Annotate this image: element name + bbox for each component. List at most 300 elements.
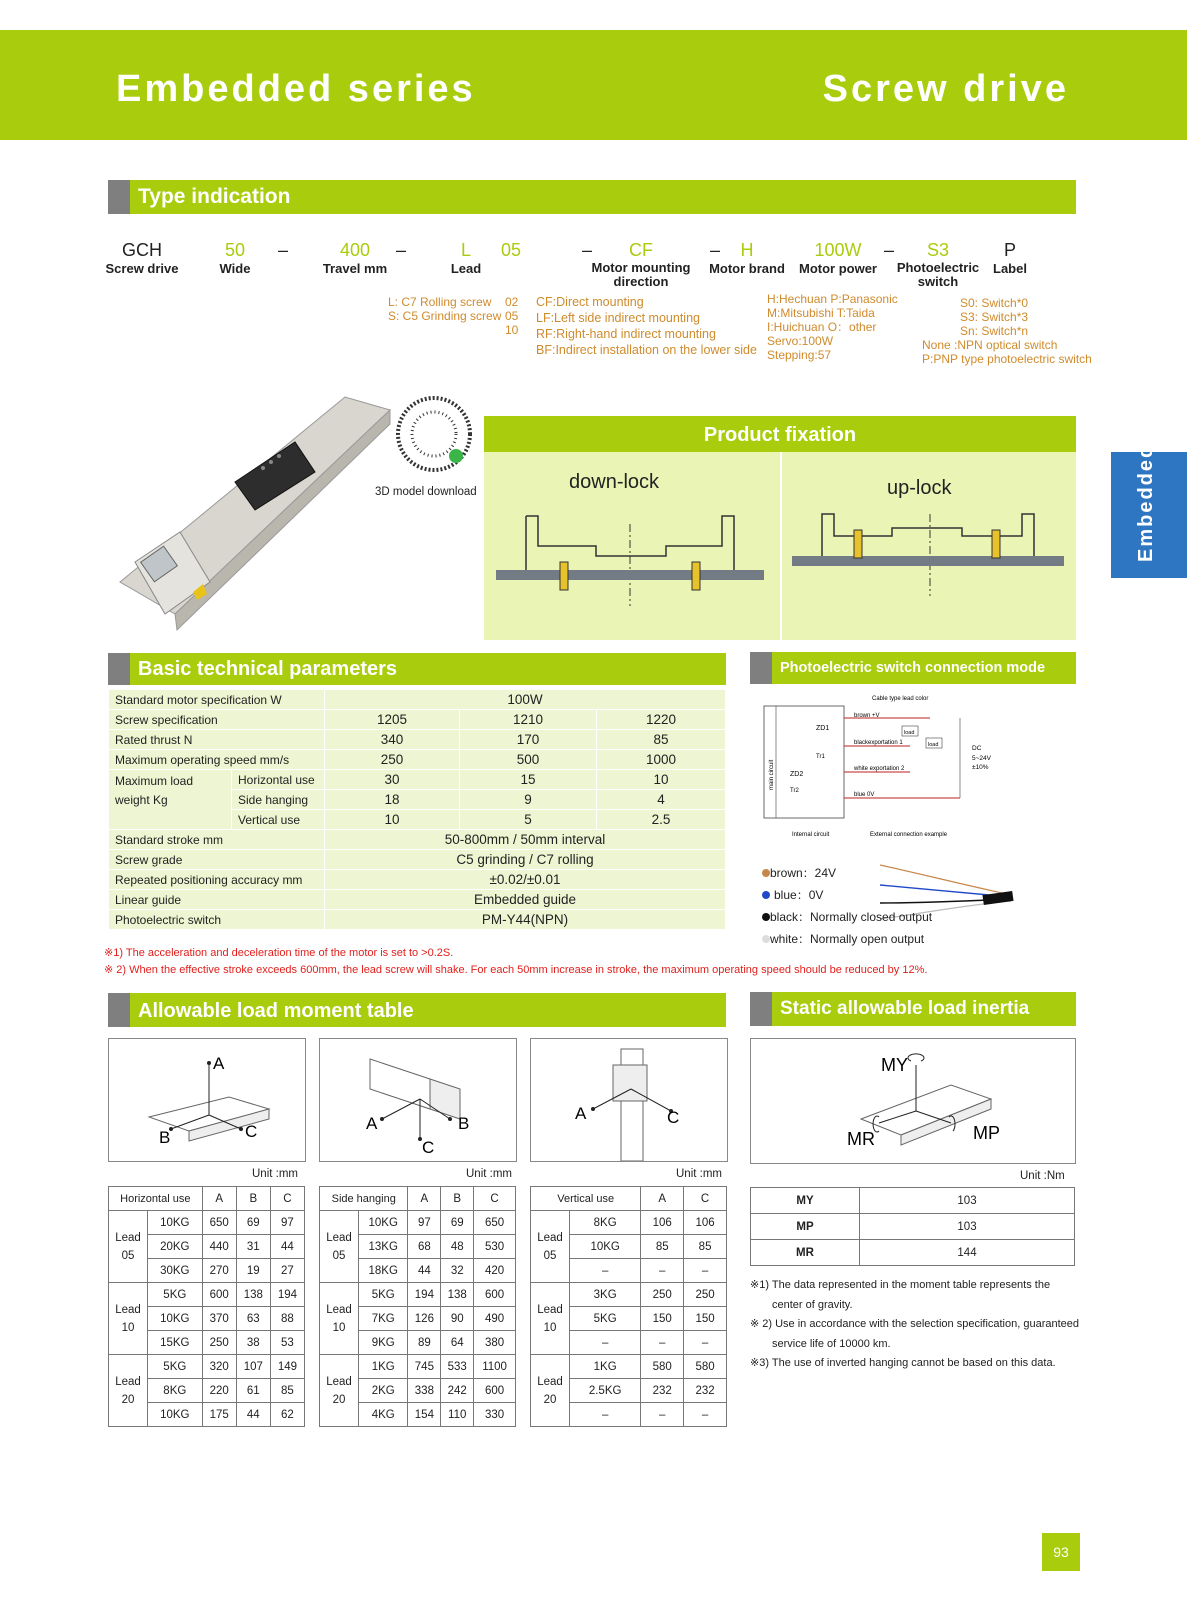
moment-cell: 69 — [441, 1211, 474, 1235]
moment-cell: 138 — [441, 1283, 474, 1307]
section-title: Basic technical parameters — [138, 658, 398, 680]
label-line: Maximum load — [115, 774, 194, 788]
moment-cell: 232 — [641, 1379, 684, 1403]
circuit-diagram — [760, 690, 1010, 840]
moment-cell: 138 — [236, 1283, 270, 1307]
note: Stepping:57 — [767, 348, 832, 362]
note: ※ 2) Use in accordance with the selection specification, guaranteed — [750, 1318, 1080, 1330]
moment-cell: 19 — [236, 1259, 270, 1283]
dash-3: – — [582, 240, 593, 260]
code-value: L — [460, 240, 471, 260]
axis-mp-label: MP — [973, 1123, 1000, 1143]
code-value: H — [740, 240, 754, 260]
column-header: B — [441, 1187, 474, 1211]
moment-cell: – — [570, 1259, 641, 1283]
param-value: 15 — [460, 770, 597, 790]
moment-cell: 2.5KG — [570, 1379, 641, 1403]
inertia-notes — [750, 1276, 1110, 1374]
moment-cell: 150 — [641, 1307, 684, 1331]
param-value: 10 — [325, 810, 460, 830]
code-wide — [205, 240, 265, 276]
moment-cell: 90 — [441, 1307, 474, 1331]
label-external: External connection example — [870, 832, 948, 838]
inertia-axis: MR — [751, 1240, 860, 1266]
moment-cell: 10KG — [148, 1307, 203, 1331]
dot-icon — [762, 869, 770, 877]
table-row — [109, 870, 726, 890]
code-brand — [706, 240, 788, 276]
moment-cell: 85 — [270, 1379, 304, 1403]
code-label — [988, 240, 1032, 276]
inertia-value: 103 — [860, 1188, 1075, 1214]
moment-cell: 38 — [236, 1331, 270, 1355]
code-value: S3 — [926, 240, 950, 260]
side-hanging-table — [319, 1186, 516, 1427]
table-row — [109, 1211, 305, 1235]
series-title: Embedded series — [116, 68, 476, 110]
wire-label: black：Normally closed output — [770, 910, 933, 924]
axis-c-label: C — [245, 1122, 258, 1141]
moment-cell: 15KG — [148, 1331, 203, 1355]
label-internal: Internal circuit — [792, 832, 830, 838]
moment-cell: 31 — [236, 1235, 270, 1259]
param-value: 1205 — [325, 710, 460, 730]
label-cable: Cable type lead color — [872, 696, 929, 702]
lead-cell: Lead 05 — [109, 1211, 148, 1283]
moment-cell: 8KG — [570, 1211, 641, 1235]
moment-cell: 150 — [684, 1307, 727, 1331]
wire-label: brown：24V — [770, 866, 837, 880]
moment-cell: 10KG — [570, 1235, 641, 1259]
moment-cell: 650 — [202, 1211, 236, 1235]
red-note-2: ※ 2) When the effective stroke exceeds 600mm, the lead screw will shake. For each 50mm increase in stroke, the maximum operating speed should be reduced by 12%. — [104, 964, 928, 976]
moment-cell: 10KG — [148, 1211, 203, 1235]
horizontal-use-diagram — [108, 1038, 306, 1162]
param-sublabel: Side hanging — [232, 790, 325, 810]
unit-label: Unit :mm — [252, 1168, 298, 1180]
down-lock-diagram — [496, 506, 768, 606]
table-row — [320, 1211, 516, 1235]
label-load-2: load — [928, 742, 939, 748]
page-number: 93 — [1042, 1533, 1080, 1571]
param-value: 5 — [460, 810, 597, 830]
table-row — [109, 850, 726, 870]
moment-cell: 650 — [474, 1211, 516, 1235]
axis-a-label: A — [366, 1114, 378, 1133]
moment-cell: – — [570, 1331, 641, 1355]
table-row — [109, 910, 726, 930]
lead-cell: Lead 20 — [109, 1355, 148, 1427]
param-value: 250 — [325, 750, 460, 770]
moment-cell: 61 — [236, 1379, 270, 1403]
moment-cell: – — [570, 1403, 641, 1427]
moment-cell: – — [684, 1403, 727, 1427]
vertical-use-table — [530, 1186, 727, 1427]
moment-cell: 5KG — [570, 1307, 641, 1331]
note: ※3) The use of inverted hanging cannot be based on this data. — [750, 1357, 1056, 1369]
moment-cell: 97 — [270, 1211, 304, 1235]
moment-cell: 97 — [408, 1211, 441, 1235]
axis-a-label: A — [575, 1104, 587, 1123]
moment-cell: 13KG — [359, 1235, 408, 1259]
param-value: 85 — [597, 730, 726, 750]
lead-cell: Lead 20 — [320, 1355, 359, 1427]
axis-my-label: MY — [881, 1055, 908, 1075]
note: S0: Switch*0 — [960, 296, 1029, 310]
moment-cell: 490 — [474, 1307, 516, 1331]
code-caption: Label — [993, 261, 1027, 276]
table-header-row — [320, 1187, 516, 1211]
label-dc: DC — [972, 745, 982, 752]
product-image — [115, 392, 395, 632]
moment-cell: 106 — [641, 1211, 684, 1235]
lead-cell: Lead 10 — [320, 1283, 359, 1355]
table-row — [109, 1283, 305, 1307]
moment-cell: – — [641, 1259, 684, 1283]
note: 05 — [505, 309, 519, 323]
moment-cell: 149 — [270, 1355, 304, 1379]
table-row — [320, 1283, 516, 1307]
down-lock-label: down-lock — [569, 471, 660, 493]
moment-cell: 530 — [474, 1235, 516, 1259]
table-row — [531, 1283, 727, 1307]
moment-header — [108, 993, 726, 1027]
param-value: ±0.02/±0.01 — [325, 870, 726, 890]
note: service life of 10000 km. — [772, 1337, 891, 1350]
table-row — [320, 1355, 516, 1379]
moment-cell: 440 — [202, 1235, 236, 1259]
lead-cell: Lead 10 — [531, 1283, 570, 1355]
note: RF:Right-hand indirect mounting — [536, 327, 716, 341]
moment-cell: 7KG — [359, 1307, 408, 1331]
param-sublabel: Vertical use — [232, 810, 325, 830]
code-value: GCH — [122, 240, 162, 260]
code-lead-value — [496, 240, 526, 261]
note: 02 — [505, 295, 519, 309]
dash-5: – — [884, 240, 895, 260]
param-label: Standard stroke mm — [109, 830, 325, 850]
label-zd1: ZD1 — [816, 725, 830, 732]
param-value: Embedded guide — [325, 890, 726, 910]
moment-cell: 380 — [474, 1331, 516, 1355]
moment-cell: 106 — [684, 1211, 727, 1235]
column-header: A — [408, 1187, 441, 1211]
table-row — [751, 1214, 1075, 1240]
code-caption: Motor mounting direction — [591, 260, 691, 289]
param-sublabel: Horizontal use — [232, 770, 325, 790]
note: H:Hechuan P:Panasonic — [767, 292, 898, 306]
moment-cell: 44 — [270, 1235, 304, 1259]
param-value: 18 — [325, 790, 460, 810]
table-row — [109, 690, 726, 710]
moment-cell: 89 — [408, 1331, 441, 1355]
note: M:Mitsubishi T:Taida — [767, 306, 875, 320]
moment-cell: 270 — [202, 1259, 236, 1283]
code-mount — [586, 240, 696, 289]
unit-label: Unit :mm — [676, 1168, 722, 1180]
label-voltage: 5~24V — [972, 755, 991, 762]
note: S: C5 Grinding screw — [388, 309, 502, 323]
side-hanging-diagram — [319, 1038, 517, 1162]
code-caption: Travel mm — [322, 261, 388, 276]
note: CF:Direct mounting — [536, 295, 644, 309]
note: ※1) The data represented in the moment table represents the — [750, 1279, 1051, 1291]
param-label: Photoelectric switch — [109, 910, 325, 930]
code-caption: Motor power — [799, 261, 877, 276]
moment-cell: 53 — [270, 1331, 304, 1355]
table-header-row — [109, 1187, 305, 1211]
inertia-diagram — [750, 1038, 1076, 1164]
moment-cell: 48 — [441, 1235, 474, 1259]
moment-cell: 194 — [270, 1283, 304, 1307]
table-row — [109, 710, 726, 730]
param-label: Linear guide — [109, 890, 325, 910]
param-label: Screw specification — [109, 710, 325, 730]
section-title: Static allowable load inertia — [780, 998, 1030, 1019]
code-lead — [436, 240, 496, 276]
axis-c-label: C — [667, 1108, 680, 1127]
moment-cell: 220 — [202, 1379, 236, 1403]
note: None :NPN optical switch — [922, 338, 1058, 352]
label-blue: blue 0V — [854, 792, 875, 798]
type-notes — [922, 338, 1092, 366]
moment-cell: 20KG — [148, 1235, 203, 1259]
note: 10 — [505, 323, 519, 337]
wire-white — [762, 928, 932, 950]
note: S3: Switch*3 — [960, 310, 1029, 324]
table-row — [109, 1355, 305, 1379]
moment-cell: 194 — [408, 1283, 441, 1307]
label-black: blackexportation 1 — [854, 740, 903, 746]
moment-cell: 27 — [270, 1259, 304, 1283]
code-gch — [102, 240, 182, 276]
dot-icon — [762, 935, 770, 943]
moment-cell: 3KG — [570, 1283, 641, 1307]
moment-cell: 69 — [236, 1211, 270, 1235]
label-line: weight Kg — [115, 793, 168, 807]
axis-mr-label: MR — [847, 1129, 875, 1149]
header-bar — [0, 30, 1187, 140]
param-label: Rated thrust N — [109, 730, 325, 750]
param-label: Maximum operating speed mm/s — [109, 750, 325, 770]
moment-cell: 533 — [441, 1355, 474, 1379]
moment-cell: 44 — [236, 1403, 270, 1427]
table-row — [109, 890, 726, 910]
code-caption: Photoelectric switch — [896, 260, 980, 289]
moment-cell: 126 — [408, 1307, 441, 1331]
dot-icon — [762, 913, 770, 921]
param-value: 340 — [325, 730, 460, 750]
switch-notes — [960, 296, 1028, 338]
moment-cell: 320 — [202, 1355, 236, 1379]
moment-cell: 242 — [441, 1379, 474, 1403]
column-header: A — [641, 1187, 684, 1211]
param-value: 1000 — [597, 750, 726, 770]
moment-cell: 232 — [684, 1379, 727, 1403]
code-value: 50 — [224, 240, 246, 260]
moment-cell: 110 — [441, 1403, 474, 1427]
moment-cell: 338 — [408, 1379, 441, 1403]
vertical-use-diagram — [530, 1038, 728, 1162]
table-row — [751, 1240, 1075, 1266]
param-label — [109, 770, 232, 830]
unit-label: Unit :mm — [466, 1168, 512, 1180]
side-tab-label: Embedded — [1135, 443, 1157, 562]
moment-cell: 580 — [641, 1355, 684, 1379]
column-header: Horizontal use — [109, 1187, 203, 1211]
table-row — [109, 830, 726, 850]
moment-cell: 63 — [236, 1307, 270, 1331]
unit-label: Unit :Nm — [1020, 1170, 1065, 1182]
moment-cell: 88 — [270, 1307, 304, 1331]
lead-notes — [388, 295, 501, 323]
table-row — [751, 1188, 1075, 1214]
dash-2: – — [396, 240, 407, 260]
product-fixation-panel — [484, 416, 1076, 640]
label-tr1: Tr1 — [816, 754, 825, 760]
moment-cell: 175 — [202, 1403, 236, 1427]
moment-cell: 154 — [408, 1403, 441, 1427]
divider — [780, 452, 782, 640]
param-value: 500 — [460, 750, 597, 770]
column-header: B — [236, 1187, 270, 1211]
moment-cell: 10KG — [148, 1403, 203, 1427]
lead-cell: Lead 05 — [531, 1211, 570, 1283]
param-value: 1220 — [597, 710, 726, 730]
moment-cell: 600 — [202, 1283, 236, 1307]
moment-cell: 62 — [270, 1403, 304, 1427]
column-header: Side hanging — [320, 1187, 408, 1211]
inertia-header — [750, 992, 1076, 1026]
wire-black — [762, 906, 932, 928]
moment-cell: 30KG — [148, 1259, 203, 1283]
axis-b-label: B — [159, 1128, 171, 1147]
qr-code-icon[interactable] — [394, 394, 474, 474]
moment-cell: – — [684, 1259, 727, 1283]
moment-cell: – — [641, 1331, 684, 1355]
axis-b-label: B — [458, 1114, 470, 1133]
moment-cell: 44 — [408, 1259, 441, 1283]
param-value: 100W — [325, 690, 726, 710]
param-value: C5 grinding / C7 rolling — [325, 850, 726, 870]
moment-cell: 64 — [441, 1331, 474, 1355]
moment-cell: 85 — [641, 1235, 684, 1259]
table-row — [109, 730, 726, 750]
moment-cell: 600 — [474, 1379, 516, 1403]
label-main-circuit: main circuit — [769, 759, 775, 790]
note: P:PNP type photoelectric switch — [922, 352, 1092, 366]
inertia-table — [750, 1187, 1075, 1266]
lead-values — [505, 295, 518, 337]
code-travel — [310, 240, 400, 276]
label-white: white exportation 2 — [854, 766, 905, 772]
inertia-value: 144 — [860, 1240, 1075, 1266]
code-value: 100W — [814, 240, 862, 260]
label-brown: brown +V — [854, 713, 880, 719]
dot-icon — [762, 891, 770, 899]
code-caption: Wide — [219, 261, 251, 276]
brand-notes — [767, 292, 898, 362]
moment-cell: 250 — [684, 1283, 727, 1307]
table-header-row — [531, 1187, 727, 1211]
param-value: 1210 — [460, 710, 597, 730]
moment-cell: 580 — [684, 1355, 727, 1379]
moment-cell: 8KG — [148, 1379, 203, 1403]
moment-cell: 5KG — [148, 1355, 203, 1379]
param-value: 4 — [597, 790, 726, 810]
column-header: C — [474, 1187, 516, 1211]
moment-cell: – — [684, 1331, 727, 1355]
moment-cell: 9KG — [359, 1331, 408, 1355]
table-row — [109, 750, 726, 770]
param-value: 170 — [460, 730, 597, 750]
moment-cell: 1KG — [570, 1355, 641, 1379]
param-value: 30 — [325, 770, 460, 790]
code-switch — [888, 240, 988, 289]
label-tr2: Tr2 — [790, 788, 799, 794]
label-tolerance: ±10% — [972, 764, 989, 771]
photo-switch-header — [750, 652, 1076, 684]
code-value: P — [1003, 240, 1016, 260]
note: I:Huichuan O：other — [767, 320, 877, 334]
code-caption: Screw drive — [105, 261, 179, 276]
param-value: 9 — [460, 790, 597, 810]
wire-label: blue：0V — [774, 888, 824, 902]
moment-cell: 600 — [474, 1283, 516, 1307]
code-value: 400 — [339, 240, 371, 260]
moment-cell: 5KG — [359, 1283, 408, 1307]
table-row — [109, 770, 726, 790]
moment-cell: 5KG — [148, 1283, 203, 1307]
inertia-axis: MY — [751, 1188, 860, 1214]
column-header: A — [202, 1187, 236, 1211]
note: Servo:100W — [767, 334, 834, 348]
moment-cell: 1KG — [359, 1355, 408, 1379]
column-header: C — [270, 1187, 304, 1211]
lead-cell: Lead 05 — [320, 1211, 359, 1283]
label-zd2: ZD2 — [790, 771, 804, 778]
section-title: Product fixation — [703, 424, 857, 446]
up-lock-diagram — [792, 506, 1068, 606]
moment-cell: 10KG — [359, 1211, 408, 1235]
basic-params-table — [108, 689, 726, 930]
wire-label: white：Normally open output — [770, 932, 925, 946]
note: BF:Indirect installation on the lower side — [536, 343, 757, 357]
param-label: Screw grade — [109, 850, 325, 870]
moment-cell: – — [641, 1403, 684, 1427]
param-value: 2.5 — [597, 810, 726, 830]
lead-cell: Lead 20 — [531, 1355, 570, 1427]
axis-c-label: C — [422, 1138, 435, 1157]
moment-cell: 68 — [408, 1235, 441, 1259]
dash-4: – — [710, 240, 721, 260]
moment-cell: 85 — [684, 1235, 727, 1259]
section-title: Type indication — [138, 185, 291, 208]
note: L: C7 Rolling screw — [388, 295, 492, 309]
model-download-label[interactable]: 3D model download — [375, 486, 477, 498]
column-header: C — [684, 1187, 727, 1211]
param-value: PM-Y44(NPN) — [325, 910, 726, 930]
category-title: Screw drive — [822, 68, 1069, 110]
moment-cell: 370 — [202, 1307, 236, 1331]
wire-blue — [762, 884, 932, 906]
section-title: Photoelectric switch connection mode — [780, 660, 1046, 676]
label-load-1: load — [904, 730, 915, 736]
note: LF:Left side indirect mounting — [536, 311, 700, 325]
code-value: 05 — [500, 240, 522, 260]
wire-legend — [762, 862, 932, 950]
param-label: Repeated positioning accuracy mm — [109, 870, 325, 890]
